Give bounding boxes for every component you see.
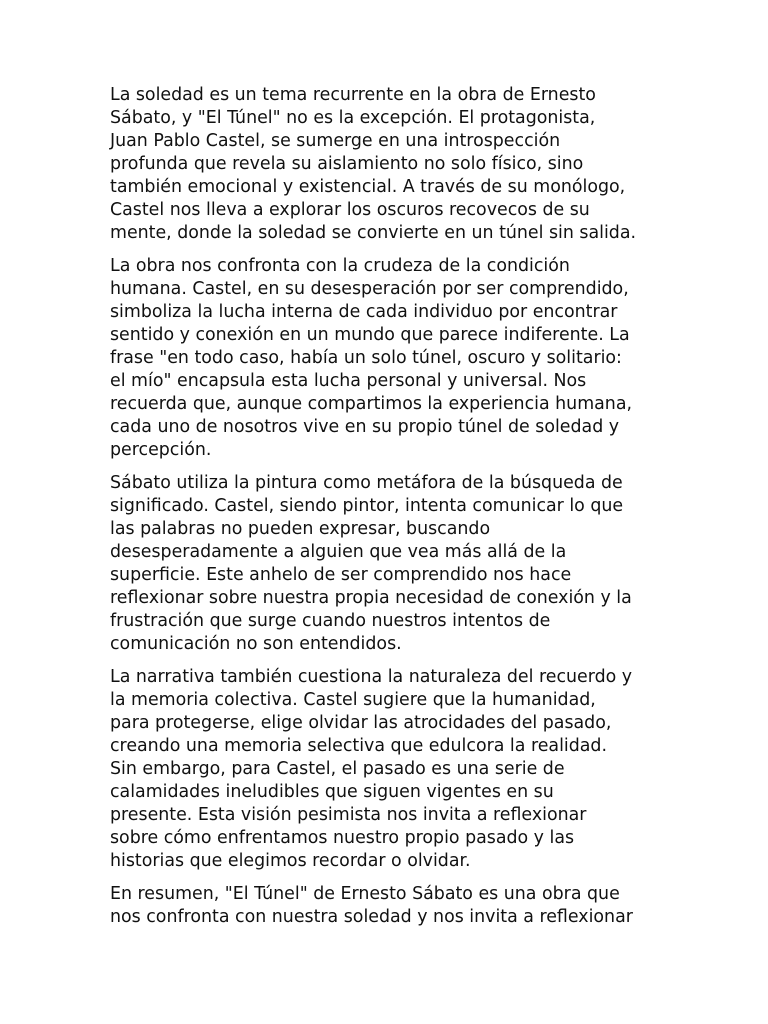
text-line: calamidades ineludibles que siguen vigentes en su [110,782,554,802]
text-line: En resumen, "El Túnel" de Ernesto Sábato es una obra que [110,884,620,904]
text-line: las palabras no pueden expresar, buscando [110,519,491,539]
text-line: cada uno de nosotros vive en su propio túnel de soledad y [110,417,620,437]
text-line: sentido y conexión en un mundo que parece indiferente. La [110,325,630,345]
text-line: Castel nos lleva a explorar los oscuros recovecos de su [110,200,590,220]
text-line: Sábato, y "El Túnel" no es la excepción. El protagonista, [110,108,596,128]
text-line: presente. Esta visión pesimista nos invita a reflexionar [110,805,587,825]
text-line: percepción. [110,440,212,460]
text-line: superficie. Este anhelo de ser comprendido nos hace [110,565,572,585]
text-line: también emocional y existencial. A través de su monólogo, [110,177,626,197]
text-line: para protegerse, elige olvidar las atrocidades del pasado, [110,713,612,733]
text-line: reflexionar sobre nuestra propia necesidad de conexión y la [110,588,632,608]
text-line: recuerda que, aunque compartimos la experiencia humana, [110,394,632,414]
paragraph [110,883,658,929]
text-line: La obra nos confronta con la crudeza de la condición [110,256,570,276]
text-line: desesperadamente a alguien que vea más allá de la [110,542,567,562]
text-line: La soledad es un tema recurrente en la obra de Ernesto [110,85,596,105]
text-line: La narrativa también cuestiona la naturaleza del recuerdo y [110,667,633,687]
paragraph [110,255,658,462]
text-line: significado. Castel, siendo pintor, intenta comunicar lo que [110,496,624,516]
text-line: nos confronta con nuestra soledad y nos invita a reflexionar [110,907,633,927]
text-line: el mío" encapsula esta lucha personal y universal. Nos [110,371,587,391]
text-line: creando una memoria selectiva que edulcora la realidad. [110,736,607,756]
text-line: la memoria colectiva. Castel sugiere que la humanidad, [110,690,596,710]
text-line: simboliza la lucha interna de cada individuo por encontrar [110,302,618,322]
text-line: Juan Pablo Castel, se sumerge en una introspección [110,131,561,151]
text-line: Sábato utiliza la pintura como metáfora de la búsqueda de [110,473,623,493]
text-line: mente, donde la soledad se convierte en un túnel sin salida. [110,223,637,243]
text-line: frase "en todo caso, había un solo túnel, oscuro y solitario: [110,348,622,368]
text-line: Sin embargo, para Castel, el pasado es una serie de [110,759,565,779]
paragraph [110,472,658,656]
text-line: profunda que revela su aislamiento no solo físico, sino [110,154,584,174]
text-line: frustración que surge cuando nuestros intentos de [110,611,551,631]
text-line: comunicación no son entendidos. [110,634,402,654]
document-body [110,84,658,939]
text-line: humana. Castel, en su desesperación por ser comprendido, [110,279,629,299]
text-line: historias que elegimos recordar o olvidar. [110,851,471,871]
paragraph [110,666,658,873]
paragraph [110,84,658,245]
text-line: sobre cómo enfrentamos nuestro propio pasado y las [110,828,575,848]
